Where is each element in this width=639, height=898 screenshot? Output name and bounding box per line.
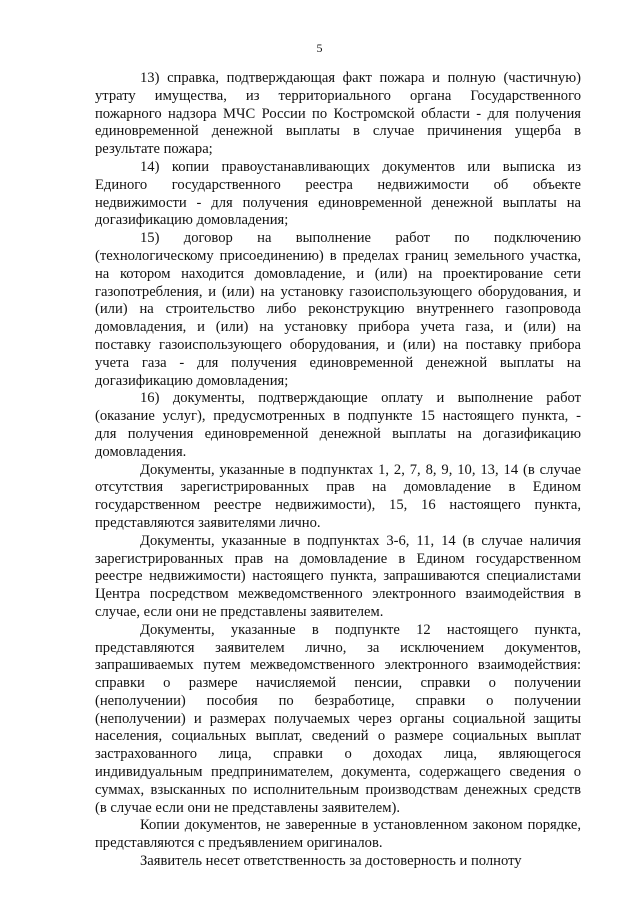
paragraph (95, 853, 581, 871)
text-line: недвижимости - для получения единовременной денежной выплаты на (95, 194, 581, 211)
text-line: 14) копии правоустанавливающих документов или выписка из (140, 158, 581, 175)
text-line: Документы, указанные в подпунктах 1, 2, 7, 8, 9, 10, 13, 14 (в случае (140, 461, 581, 478)
text-line: индивидуальным предпринимателем, документа, содержащего сведения о (95, 764, 581, 781)
text-line: Документы, указанные в подпункте 12 настоящего пункта, (140, 621, 581, 638)
text-line: (неполучении) и размерах получаемых через органы социальной защиты (95, 710, 581, 727)
text-line: догазификацию домовладения; (95, 212, 289, 229)
text-line: 15) договор на выполнение работ по подключению (140, 230, 581, 247)
paragraph (95, 533, 581, 622)
text-line: (или) на строительство либо реконструкцию внутреннего газопровода (95, 301, 581, 318)
text-line: домовладения. (95, 443, 187, 460)
text-line: представляются с предъявлением оригиналов. (95, 835, 383, 852)
text-line: населения, социальных выплат, сведений о размере социальных выплат (95, 728, 581, 745)
text-line: (неполучении) пособия по безработице, справки о получении (95, 692, 581, 709)
text-line: Центра посредством межведомственного электронного взаимодействия в (95, 586, 581, 603)
text-line: для получения единовременной денежной выплаты на догазификацию (95, 425, 581, 442)
paragraph (95, 390, 581, 461)
text-line: Копии документов, не заверенные в установленном законом порядке, (140, 817, 581, 834)
text-line: результате пожара; (95, 141, 213, 158)
text-line: утрату имущества, из территориального органа Государственного (95, 87, 581, 104)
text-line: Заявитель несет ответственность за достоверность и полноту (140, 853, 522, 870)
text-line: запрашиваемых путем межведомственного электронного взаимодействия: (95, 657, 581, 674)
text-line: на котором находится домовладение, и (или) на проектирование сети (95, 265, 581, 282)
text-line: 16) документы, подтверждающие оплату и выполнение работ (140, 390, 581, 407)
text-line: суммах, взысканных по исполнительным производствам денежных средств (95, 781, 581, 798)
text-line: реестре недвижимости) настоящего пункта, запрашиваются специалистами (95, 568, 581, 585)
page-number: 5 (316, 41, 323, 55)
text-line: зарегистрированных прав на домовладение в Едином государственном (95, 550, 581, 567)
text-line: 13) справка, подтверждающая факт пожара и полную (частичную) (140, 70, 581, 86)
text-line: справки о размере начисляемой пенсии, справки о получении (95, 675, 581, 692)
paragraph (95, 230, 581, 390)
paragraph (95, 70, 581, 159)
text-line: домовладения, и (или) на установку прибора учета газа, и (или) на (95, 319, 581, 336)
text-line: единовременной денежной выплаты в случае причинения ущерба в (95, 123, 581, 140)
text-line: застрахованного лица, справки о доходах лица, являющегося (95, 746, 581, 763)
text-line: учета газа - для получения единовременной денежной выплаты на (95, 354, 581, 371)
text-line: (в случае если они не представлены заявителем). (95, 799, 401, 816)
paragraph (95, 817, 581, 853)
text-line: представляются заявителями лично. (95, 514, 321, 531)
text-line: поставку газоиспользующего оборудования, и (или) на поставку прибора (95, 336, 581, 353)
text-line: Документы, указанные в подпунктах 3-6, 11, 14 (в случае наличия (140, 532, 581, 549)
text-line: государственном реестре недвижимости), 15, 16 настоящего пункта, (95, 497, 581, 514)
text-line: случае, если они не представлены заявителем. (95, 603, 384, 620)
text-line: отсутствия зарегистрированных прав на домовладение в Едином (95, 479, 581, 496)
paragraph (95, 622, 581, 818)
text-line: газопотребления, и (или) на установку газоиспользующего оборудования, и (95, 283, 581, 300)
text-line: (оказание услуг), предусмотренных в подпункте 15 настоящего пункта, - (95, 408, 581, 425)
text-line: Единого государственного реестра недвижимости об объекте (95, 176, 581, 193)
paragraph (95, 159, 581, 230)
paragraph (95, 462, 581, 533)
text-line: догазификацию домовладения; (95, 372, 289, 389)
text-line: представляются заявителем лично, за исключением документов, (95, 639, 581, 656)
text-line: пожарного надзора МЧС России по Костромской области - для получения (95, 105, 581, 122)
document-body (95, 70, 581, 871)
text-line: (технологическому присоединению) в пределах границ земельного участка, (95, 247, 581, 264)
